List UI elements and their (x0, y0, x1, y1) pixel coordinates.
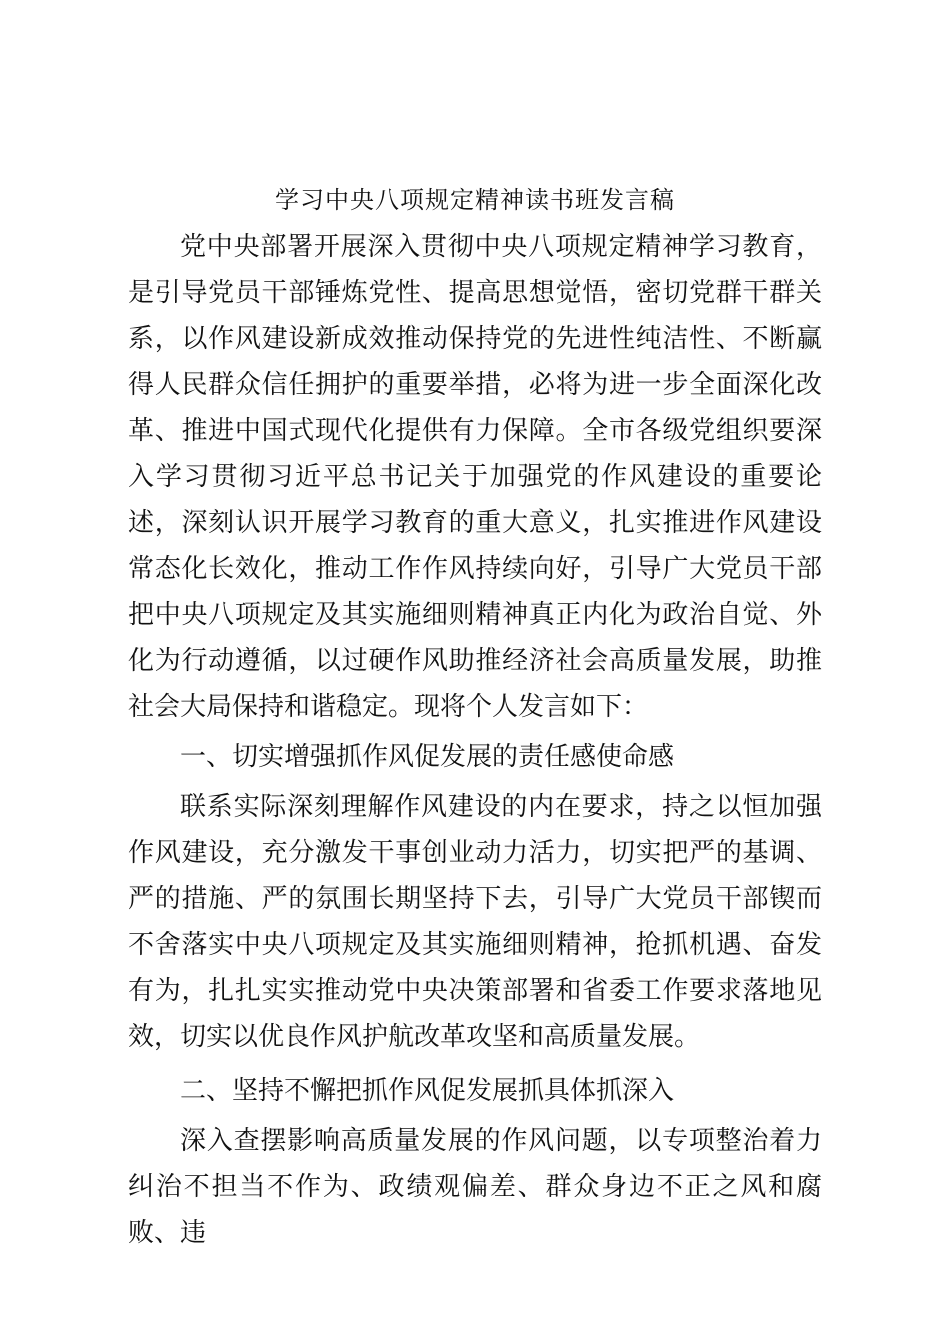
document-body (128, 224, 822, 1256)
section-2-paragraph: 深入查摆影响高质量发展的作风问题，以专项整治着力纠治不担当不作为、政绩观偏差、群众身边不正之风和腐败、违 (128, 1126, 822, 1248)
section-2-heading: 二、坚持不懈把抓作风促发展抓具体抓深入 (180, 1076, 675, 1106)
document-title: 学习中央八项规定精神读书班发言稿 (275, 186, 675, 214)
section-1-heading: 一、切实增强抓作风促发展的责任感使命感 (180, 742, 675, 772)
intro-paragraph: 党中央部署开展深入贯彻中央八项规定精神学习教育，是引导党员干部锤炼党性、提高思想觉悟，密切党群干群关系，以作风建设新成效推动保持党的先进性纯洁性、不断赢得人民群众信任拥护的重要举措，必将为进一步全面深化改革、推进中国式现代化提供有力保障。全市各级党组织要深入学习贯彻习近平总书记关于加强党的作风建设的重要论述，深刻认识开展学习教育的重大意义，扎实推进作风建设常态化长效化，推动工作作风持续向好，引导广大党员干部把中央八项规定及其实施细则精神真正内化为政治自觉、外化为行动遵循，以过硬作风助推经济社会高质量发展，助推社会大局保持和谐稳定。现将个人发言如下： (128, 232, 822, 722)
section-1-paragraph: 联系实际深刻理解作风建设的内在要求，持之以恒加强作风建设，充分激发干事创业动力活力，切实把严的基调、严的措施、严的氛围长期坚持下去，引导广大党员干部锲而不舍落实中央八项规定及其实施细则精神，抢抓机遇、奋发有为，扎扎实实推动党中央决策部署和省委工作要求落地见效，切实以优良作风护航改革攻坚和高质量发展。 (128, 792, 822, 1052)
